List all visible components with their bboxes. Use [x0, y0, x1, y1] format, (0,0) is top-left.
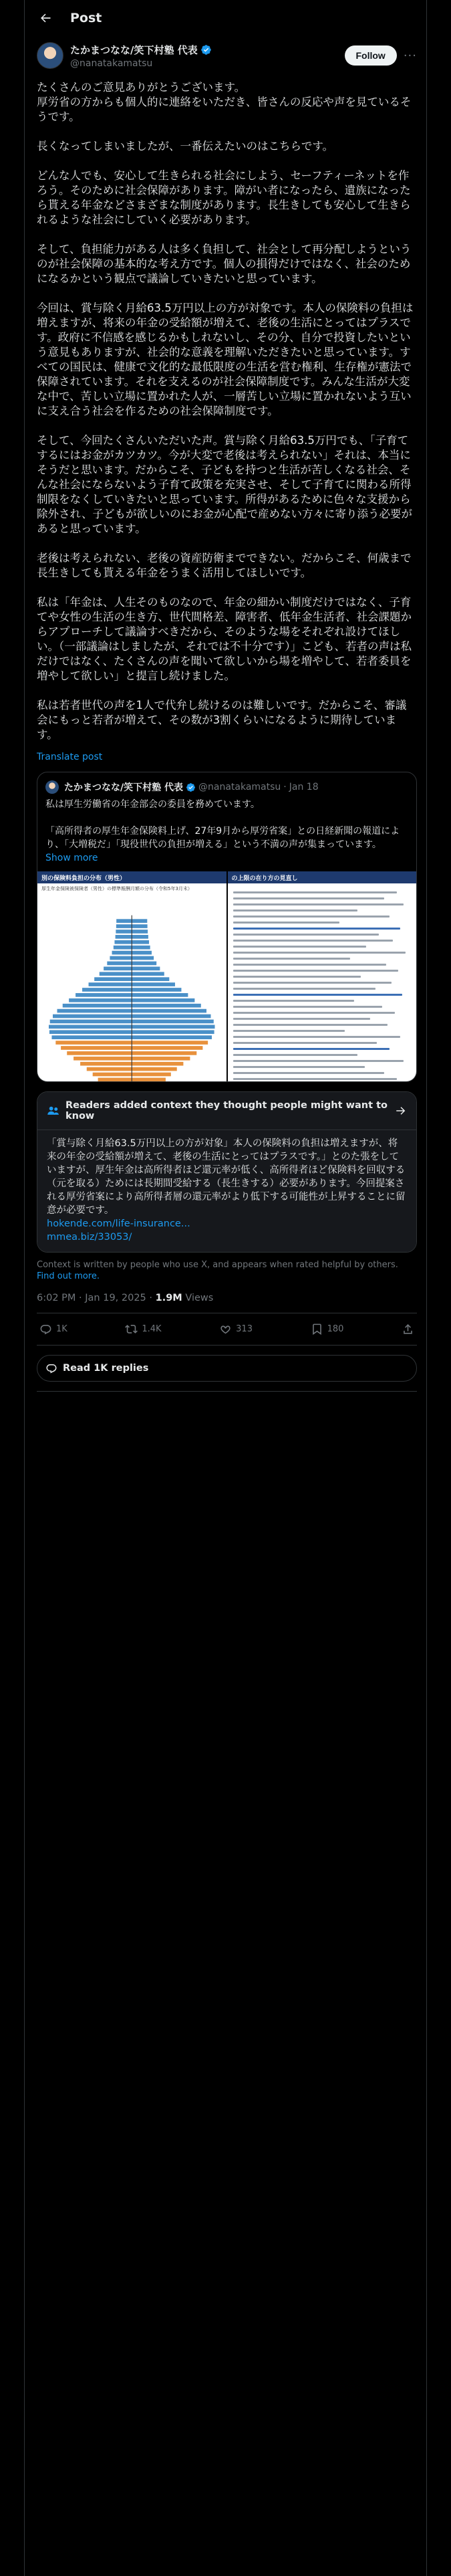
community-note-link-2[interactable]: mmea.biz/33053/ [47, 1232, 132, 1243]
quote-date: Jan 18 [289, 782, 319, 792]
graphic-text-line [233, 1030, 345, 1032]
graphic-text-line [233, 1072, 385, 1074]
read-replies-button[interactable] [37, 1355, 417, 1382]
graphic-text-line [233, 988, 375, 990]
repost-count: 1.4K [142, 1324, 162, 1334]
graphic-text-line [233, 916, 390, 918]
graphic-text-line [233, 964, 386, 966]
post-meta [37, 1293, 417, 1313]
image-left-title: 別の保険料負担の分布（男性） [37, 871, 227, 883]
more-options-icon[interactable]: ··· [403, 48, 417, 63]
meta-separator: · [149, 1293, 153, 1303]
reply-button[interactable] [39, 1323, 67, 1335]
graphic-text-line [233, 1012, 396, 1014]
quote-image-right[interactable] [228, 871, 417, 1081]
heart-icon [219, 1323, 232, 1335]
graphic-text-line [233, 976, 361, 978]
community-note [37, 1091, 417, 1253]
graphic-text-line [233, 946, 367, 948]
page-title: Post [70, 11, 102, 25]
graphic-text-line [233, 1078, 397, 1080]
graphic-text-line [233, 1042, 378, 1044]
graphic-text-line [233, 897, 385, 899]
graphic-text-line [233, 922, 340, 924]
repost-icon [125, 1323, 138, 1335]
like-button[interactable] [219, 1323, 253, 1335]
author-handle[interactable]: @nanatakamatsu [70, 58, 153, 69]
author-row [37, 39, 417, 72]
document-text-graphic [228, 883, 417, 1081]
verified-badge-icon [200, 44, 212, 56]
post [25, 36, 426, 1392]
views-label: Views [185, 1293, 214, 1303]
quote-image-left[interactable] [37, 871, 227, 1081]
like-count: 313 [236, 1324, 253, 1334]
graphic-text-line [233, 909, 358, 911]
image-right-title: の上限の在り方の見直し [228, 871, 417, 883]
show-more-link[interactable]: Show more [45, 853, 98, 863]
post-timestamp[interactable]: 6:02 PM · Jan 19, 2025 [37, 1293, 146, 1303]
graphic-text-line [233, 891, 397, 893]
read-replies-label: Read 1K replies [63, 1363, 149, 1374]
graphic-text-line [233, 1060, 404, 1062]
graphic-text-line [233, 958, 351, 960]
share-button[interactable] [402, 1323, 414, 1335]
quote-author-name: たかまつなな/笑下村塾 代表 [64, 782, 183, 793]
arrow-left-icon [39, 11, 52, 25]
community-note-title: Readers added context they thought people might want to know [65, 1100, 388, 1121]
community-note-body [37, 1130, 416, 1252]
community-note-footer [37, 1259, 417, 1282]
quote-text: 私は厚生労働省の年金部会の委員を務めています。 「高所得者の厚生年金保険料上げ、27年9月から厚労省案」との日経新聞の報道により、「大増税だ」「現役世代の負担が増える」という不満の声が集まっています。 [45, 799, 400, 850]
graphic-text-line [233, 1000, 354, 1002]
divider [37, 1391, 417, 1392]
community-note-header[interactable] [37, 1092, 416, 1130]
quote-media [37, 871, 416, 1081]
graphic-text-line [233, 1066, 365, 1068]
translate-post-link[interactable]: Translate post [37, 752, 103, 762]
distribution-chart-graphic [37, 911, 227, 1081]
avatar[interactable] [37, 42, 63, 69]
bookmark-count: 180 [327, 1324, 344, 1334]
find-out-more-link[interactable]: Find out more. [37, 1271, 100, 1281]
graphic-text-line [233, 982, 392, 984]
graphic-text-line [233, 1054, 358, 1056]
community-note-text: 「賞与除く月給63.5万円以上の方が対象」本人の保険料の負担は増えますが、将来の年金の受給額が増えて、老後の生活にとってはプラスです。」とのた張をしていますが、厚生年金は高所得者ほど還元率が低く、高所得者ほど保険料を回収する（元を取る）ためには長期間受給する（長生きする）必要があります。今回提案される厚労省案により高所得者層の還元率がより低下する可能性が上昇することに留意が必要です。 [47, 1138, 406, 1216]
author-name-line [70, 43, 345, 57]
reply-icon [39, 1323, 52, 1335]
action-bar [37, 1313, 417, 1346]
post-text: たくさんのご意見ありがとうございます。 厚労省の方からも個人的に連絡をいただき、皆さんの反応や声を見ているそうです。 長くなってしまいましたが、一番伝えたいのはこちらです。 どんな人でも、安心して生きられる社会にしよう、セーフティーネットを作ろう。そのために社会保障があります。障がい者になったら、遺族になったら貰える年金などさまざまな制度があります。長生きしても安心して生きられるような社会にしていく必要があります。 そして、負担能力がある人は多く負担して、社会として再分配しようというのが社会保障の基本的な考え方です。個人の損得だけではなく、社会のためになるかという観点で議論していきたいと思っています。 今回は、賞与除く月給63.5万円以上の方が対象です。本人の保険料の負担は増えますが、将来の年金の受給額が増えて、老後の生活にとってはプラスです。政府に不信感を感じるかもしれないし、その分、自分で投資したいという意見もありますが、社会的な意義を理解いただきたいと思っています。すべての国民は、健康で文化的な最低限度の生活を営む権利、生存権が憲法で保障されています。それを支えるのが社会保障制度です。みんな生活が大変な中で、苦しい立場に置かれた人が、一層苦しい立場に置かれないよう互いに支え合う社会を作るための社会保障制度です。 そして、今回たくさんいただいた声。賞与除く月給63.5万円でも、「子育てするにはお金がカツカツ。今が大変で老後は考えられない」それは、本当にそうだと思います。だからこそ、子どもを持つと生活が苦しくなる社会、そんな社会にならないよう子育て政策を充実させ、そして子育てに関わる所得制限をなくしていきたいと思っています。所得があるために色々な支援から除外され、子どもが欲しいのにお金が心配で産めない方々に寄り添う必要があると思っています。 老後は考えられない、老後の資産防衛までできない。だからこそ、何歳まで長生きしても貰える年金をうまく活用してほしいです。 私は「年金は、人生そのものなので、年金の細かい制度だけではなく、子育てや女性の生活の生き方、世代間格差、障害者、低年金生活者、社会課題からアプローチして議論すべきだから、そのような場をそれぞれ設けてほしい。（一部議論はしましたが、それでは不十分です）」こども、若者の声は私だけではなく、たくさんの声を聞いて欲しいから場を増やして、若者委員を増やして欲しい」と提言し続けました。 私は若者世代の声を1人で代弁し続けるのは難しいです。だからこそ、審議会にもっと若者が増えて、その数が3割くらいになるように期待しています。 [37, 81, 414, 741]
graphic-text-line [233, 1018, 370, 1020]
arrow-right-icon[interactable] [395, 1105, 407, 1117]
verified-badge-icon [186, 782, 196, 792]
graphic-text-line [233, 903, 404, 905]
image-left-caption: 厚生年金保険被保険者（男性）の標準報酬月額の分布（令和5年3月末） [41, 886, 192, 891]
quoted-post[interactable] [37, 772, 417, 1082]
community-note-link-1[interactable]: hokende.com/life-insurance... [47, 1218, 190, 1229]
graphic-text-line [233, 934, 380, 936]
views-count: 1.9M [155, 1293, 182, 1303]
timeline-column [24, 0, 427, 2576]
graphic-text-line [233, 940, 394, 942]
repost-button[interactable] [125, 1323, 161, 1335]
graphic-text-line [233, 1024, 388, 1026]
quote-header [37, 772, 416, 794]
graphic-text-line [233, 928, 401, 930]
back-button[interactable] [34, 7, 57, 29]
page-header [25, 0, 426, 36]
graphic-text-line [233, 970, 399, 972]
reply-count: 1K [56, 1324, 67, 1334]
graphic-text-line [233, 994, 402, 996]
share-icon [402, 1323, 414, 1335]
follow-button[interactable]: Follow [345, 45, 397, 66]
bookmark-button[interactable] [311, 1323, 344, 1335]
quote-author-handle: @nanatakamatsu [198, 782, 281, 792]
reply-icon [45, 1362, 57, 1374]
author-meta [70, 43, 345, 69]
people-icon [47, 1104, 60, 1117]
bookmark-icon [311, 1323, 323, 1335]
community-note-footer-text: Context is written by people who use X, and appears when rated helpful by others. [37, 1260, 398, 1270]
quote-avatar [45, 780, 59, 794]
graphic-text-line [233, 952, 406, 954]
author-name[interactable]: たかまつなな/笑下村塾 代表 [70, 43, 198, 56]
graphic-text-line [233, 1006, 383, 1008]
quote-separator: · [283, 782, 287, 792]
graphic-text-line [233, 1036, 401, 1038]
graphic-text-line [233, 1048, 390, 1050]
